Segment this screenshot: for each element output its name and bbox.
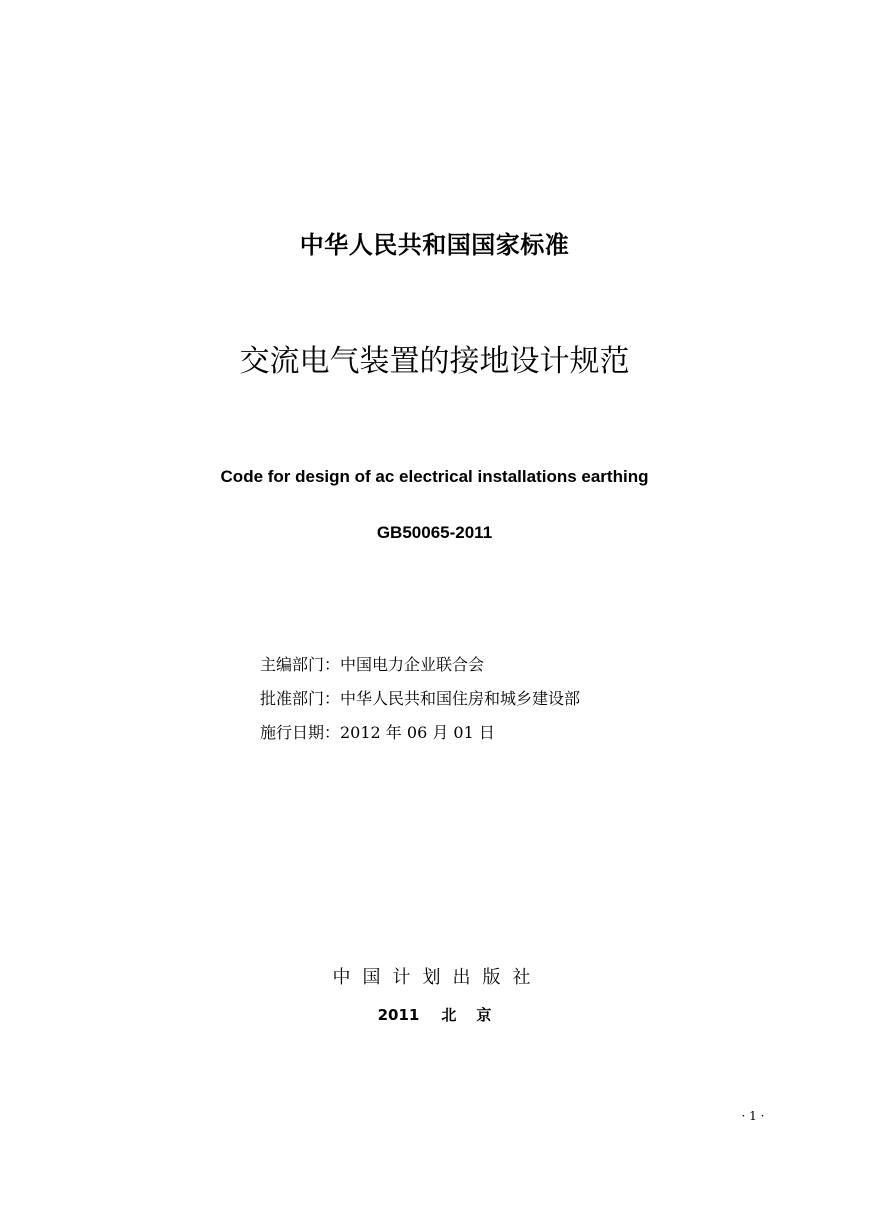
publication-city: 北京 xyxy=(441,1006,512,1024)
publisher-name: 中国计划出版社 xyxy=(332,967,543,988)
document-title-english: Code for design of ac electrical installations earthing xyxy=(220,467,649,486)
approval-department: 批准部门：中华人民共和国住房和城乡建设部 xyxy=(260,689,581,708)
document-info-block xyxy=(260,653,580,755)
chief-editor-department: 主编部门：中国电力企业联合会 xyxy=(260,655,485,674)
publication-year: 2011 xyxy=(377,1006,420,1024)
publication-year-place xyxy=(0,1004,869,1026)
national-standard-heading: 中华人民共和国国家标准 xyxy=(299,231,570,259)
effective-date: 施行日期：2012 年 06 月 01 日 xyxy=(260,723,495,742)
page-number: · 1 · xyxy=(741,1109,765,1123)
document-title-chinese: 交流电气装置的接地设计规范 xyxy=(239,344,630,379)
standard-number: GB50065-2011 xyxy=(376,523,493,542)
